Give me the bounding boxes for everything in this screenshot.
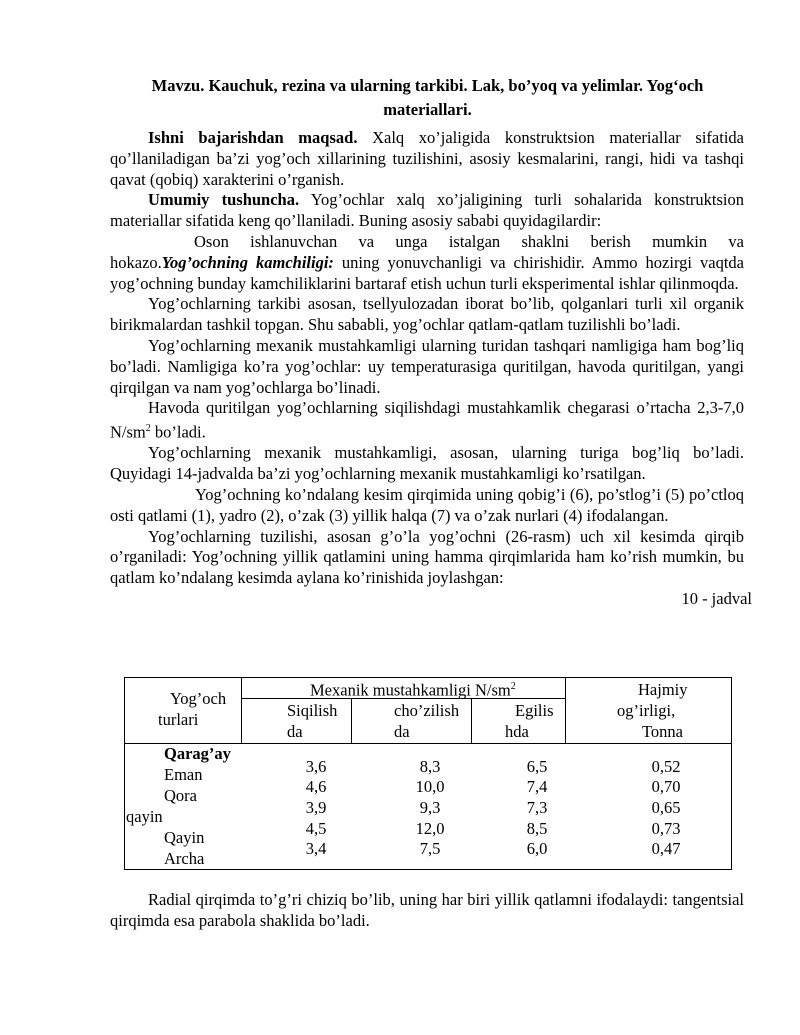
- table-border-bottom: [124, 869, 732, 870]
- cell-bending: 6,0: [526, 839, 548, 858]
- cell-compression: 3,6: [305, 757, 327, 776]
- paragraph-composition: Yog’ochlarning tarkibi asosan, tsellyulozadan iborat bo’lib, qolganlari turli xil organik birikmalardan tashkil topgan. Shu sababli, yog’ochlar qatlam-qatlam tuzilishli bo’ladi.: [110, 294, 744, 335]
- sub-divider-2: [471, 698, 472, 743]
- header-group-sup: 2: [510, 681, 516, 692]
- header-bending-1: Egilis: [515, 701, 554, 720]
- header-weight-3: Tonna: [642, 722, 684, 741]
- tree-name: Eman: [164, 765, 203, 784]
- cell-bending: 7,3: [526, 798, 548, 817]
- purpose-heading: Ishni bajarishdan maqsad.: [148, 128, 358, 147]
- header-group: [310, 677, 516, 701]
- general-heading: Umumiy tushuncha.: [148, 190, 300, 210]
- paragraph-advantages: [110, 232, 744, 294]
- header-weight-2: og’irligi,: [617, 701, 676, 720]
- header-group-text: Mexanik mustahkamligi N/sm: [310, 680, 511, 700]
- header-type-2: turlari: [158, 710, 199, 729]
- col-divider-1: [241, 677, 242, 743]
- cell-compression: 3,9: [305, 798, 327, 817]
- strength-limit-tail: bo’ladi.: [150, 422, 206, 442]
- disadvantages-text: uning yonuvchanligi va chirishidir. Ammo hozirgi vaqtda yog’ochning bunday kamchiliklarini bartaraf etish uchun turli eksperimental ishlar qilinmoqda.: [110, 252, 744, 293]
- cell-bending: 7,4: [526, 777, 548, 796]
- cell-weight: 0,47: [651, 839, 681, 858]
- cell-weight: 0,65: [651, 798, 681, 817]
- paragraph-strength-limit: [110, 398, 744, 443]
- cell-tension: 10,0: [415, 777, 445, 796]
- disadvantage-heading: Yog’ochning kamchiligi:: [161, 252, 334, 272]
- cell-weight: 0,52: [651, 757, 681, 776]
- paragraph-table-intro: Yog’ochlarning mexanik mustahkamligi, asosan, ularning turiga bog’liq bo’ladi. Quyidagi 14-jadvalda ba’zi yog’ochlarning mexanik mustahkamligi ko’rsatilgan.: [110, 443, 744, 484]
- cell-weight: 0,70: [651, 777, 681, 796]
- tree-name: Qora: [164, 786, 197, 805]
- cell-tension: 8,3: [419, 757, 441, 776]
- cell-compression: 4,5: [305, 819, 327, 838]
- header-tension-2: da: [394, 722, 410, 741]
- strength-table: [124, 677, 732, 870]
- table-border-left: [124, 677, 125, 869]
- tree-name: qayin: [126, 807, 163, 826]
- paragraph-closing: Radial qirqimda to’g’ri chiziq bo’lib, uning har biri yillik qatlamni ifodalaydi: tangentsial qirqimda esa parabola shaklida bo’ladi.: [110, 890, 744, 930]
- paragraph-purpose: [110, 128, 744, 190]
- header-compression-1: Siqilish: [287, 701, 338, 720]
- paragraph-general: [110, 190, 744, 232]
- header-tension-1: cho’zilish: [394, 701, 460, 720]
- table-label: 10 - jadval: [681, 589, 752, 609]
- tree-name: Archa: [164, 849, 205, 868]
- tree-name: Qayin: [164, 828, 205, 847]
- paragraph-moisture: Yog’ochlarning mexanik mustahkamligi ularning turidan tashqari namligiga ham bog’liq bo’ladi. Namligiga ko’ra yog’ochlar: uy temperaturasiga quritilgan, havoda quritilgan, yangi qirqilgan va nam yog’ochlarga bo’linadi.: [110, 335, 744, 397]
- paragraph-cross-section: Yog’ochning ko’ndalang kesim qirqimida uning qobig’i (6), po’stlog’i (5) po’ctloq osti qatlami (1), yadro (2), o’zak (3) yillik halqa (7) va o’zak nurlari (4) ifodalangan.: [110, 485, 744, 525]
- cell-compression: 3,4: [305, 839, 327, 858]
- cell-bending: 6,5: [526, 757, 548, 776]
- cell-tension: 12,0: [415, 819, 445, 838]
- cell-compression: 4,6: [305, 777, 327, 796]
- table-border-right: [731, 677, 732, 869]
- paragraph-structure: Yog’ochlarning tuzilishi, asosan g’o’la yog’ochni (26-rasm) uch xil kesimda qirqib o’rganiladi: Yog’ochning yillik qatlamini uning hamma qirqimlarida ham ko’rish mumkin, bu qatlam ko’ndalang kesimda aylana ko’rinishida joylashgan:: [110, 526, 744, 588]
- sub-divider-1: [351, 698, 352, 743]
- strength-limit-text: Havoda quritilgan yog’ochlarning siqilishdagi mustahkamlik chegarasi o’rtacha 2,3-7,0 N/sm: [110, 398, 744, 442]
- cell-tension: 9,3: [419, 798, 441, 817]
- tree-name: Qarag’ay: [164, 744, 231, 763]
- body-text: [110, 128, 752, 610]
- cell-weight: 0,73: [651, 819, 681, 838]
- header-type-1: Yog’och: [170, 689, 227, 708]
- purpose-text: Xalq xo’jaligida konstruktsion materiallar sifatida qo’llaniladigan ba’zi yog’och xillarining tuzilishini, asosiy kesmalarini, rangi, hidi va tashqi qavat (qobiq) xarakterini o’rganish.: [110, 128, 744, 189]
- header-compression-2: da: [287, 722, 303, 741]
- page-title: Mavzu. Kauchuk, rezina va ularning tarkibi. Lak, bo’yoq va yelimlar. Yog‘och materiallari.: [151, 76, 704, 119]
- col-divider-2: [565, 677, 566, 743]
- superscript: 2: [145, 423, 151, 435]
- header-weight-1: Hajmiy: [638, 680, 688, 699]
- cell-tension: 7,5: [419, 839, 441, 858]
- advantages-text: Oson ishlanuvchan va unga istalgan shaklni berish mumkin va hokazo.: [110, 231, 744, 272]
- general-text: Yog’ochlar xalq xo’jaligining turli sohalarida konstruktsion materiallar sifatida keng qo’llaniladi. Buning asosiy sababi quyidagilardir:: [110, 190, 744, 231]
- cell-bending: 8,5: [526, 819, 548, 838]
- header-bending-2: hda: [505, 722, 529, 741]
